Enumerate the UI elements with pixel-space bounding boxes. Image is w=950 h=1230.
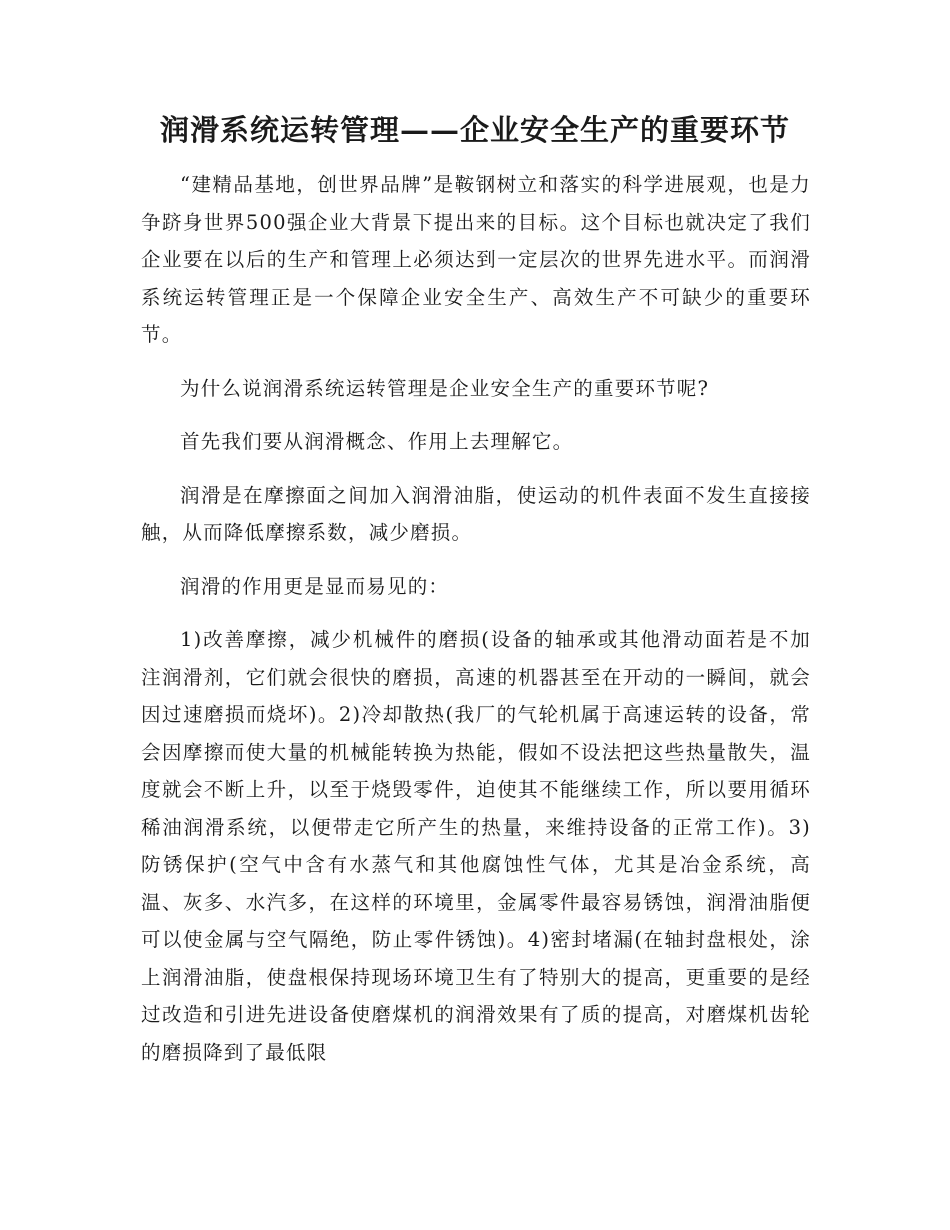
document-title: 润滑系统运转管理——企业安全生产的重要环节 bbox=[159, 113, 790, 147]
paragraph-concept-lead: 首先我们要从润滑概念、作用上去理解它。 bbox=[180, 430, 574, 453]
paragraph-question: 为什么说润滑系统运转管理是企业安全生产的重要环节呢? bbox=[180, 376, 710, 400]
paragraph-functions-lead: 润滑的作用更是显而易见的： bbox=[180, 574, 450, 598]
paragraph-functions-list: 1)改善摩擦，减少机械件的磨损(设备的轴承或其他滑动面若是不加注润滑剂，它们就会很快的磨损，高速的机器甚至在开动的一瞬间，就会因过速磨损而烧坏)。2)冷却散热(我厂的气轮机属于高速运转的设备，常会因摩擦而使大量的机械能转换为热能，假如不设法把这些热量散失，温度就会不断上升，以至于烧毁零件，迫使其不能继续工作，所以要用循环稀油润滑系统，以便带走它所产生的热量，来维持设备的正常工作)。3)防锈保护(空气中含有水蒸气和其他腐蚀性气体，尤其是冶金系统，高温、灰多、水汽多，在这样的环境里，金属零件最容易锈蚀，润滑油脂便可以使金属与空气隔绝，防止零件锈蚀)。4)密封堵漏(在轴封盘根处，涂上润滑油脂，使盘根保持现场环境卫生有了特别大的提高，更重要的是经过改造和引进先进设备使磨煤机的润滑效果有了质的提高，对磨煤机齿轮的磨损降到了最低限 bbox=[141, 628, 811, 1064]
paragraph-intro: “建精品基地，创世界品牌”是鞍钢树立和落实的科学进展观，也是力争跻身世界500强企业大背景下提出来的目标。这个目标也就决定了我们企业要在以后的生产和管理上必须达到一定层次的世界先进水平。而润滑系统运转管理正是一个保障企业安全生产、高效生产不可缺少的重要环节。 bbox=[141, 173, 811, 346]
document-body bbox=[141, 166, 811, 1071]
paragraph-definition: 润滑是在摩擦面之间加入润滑油脂，使运动的机件表面不发生直接接触，从而降低摩擦系数，减少磨损。 bbox=[141, 483, 811, 544]
